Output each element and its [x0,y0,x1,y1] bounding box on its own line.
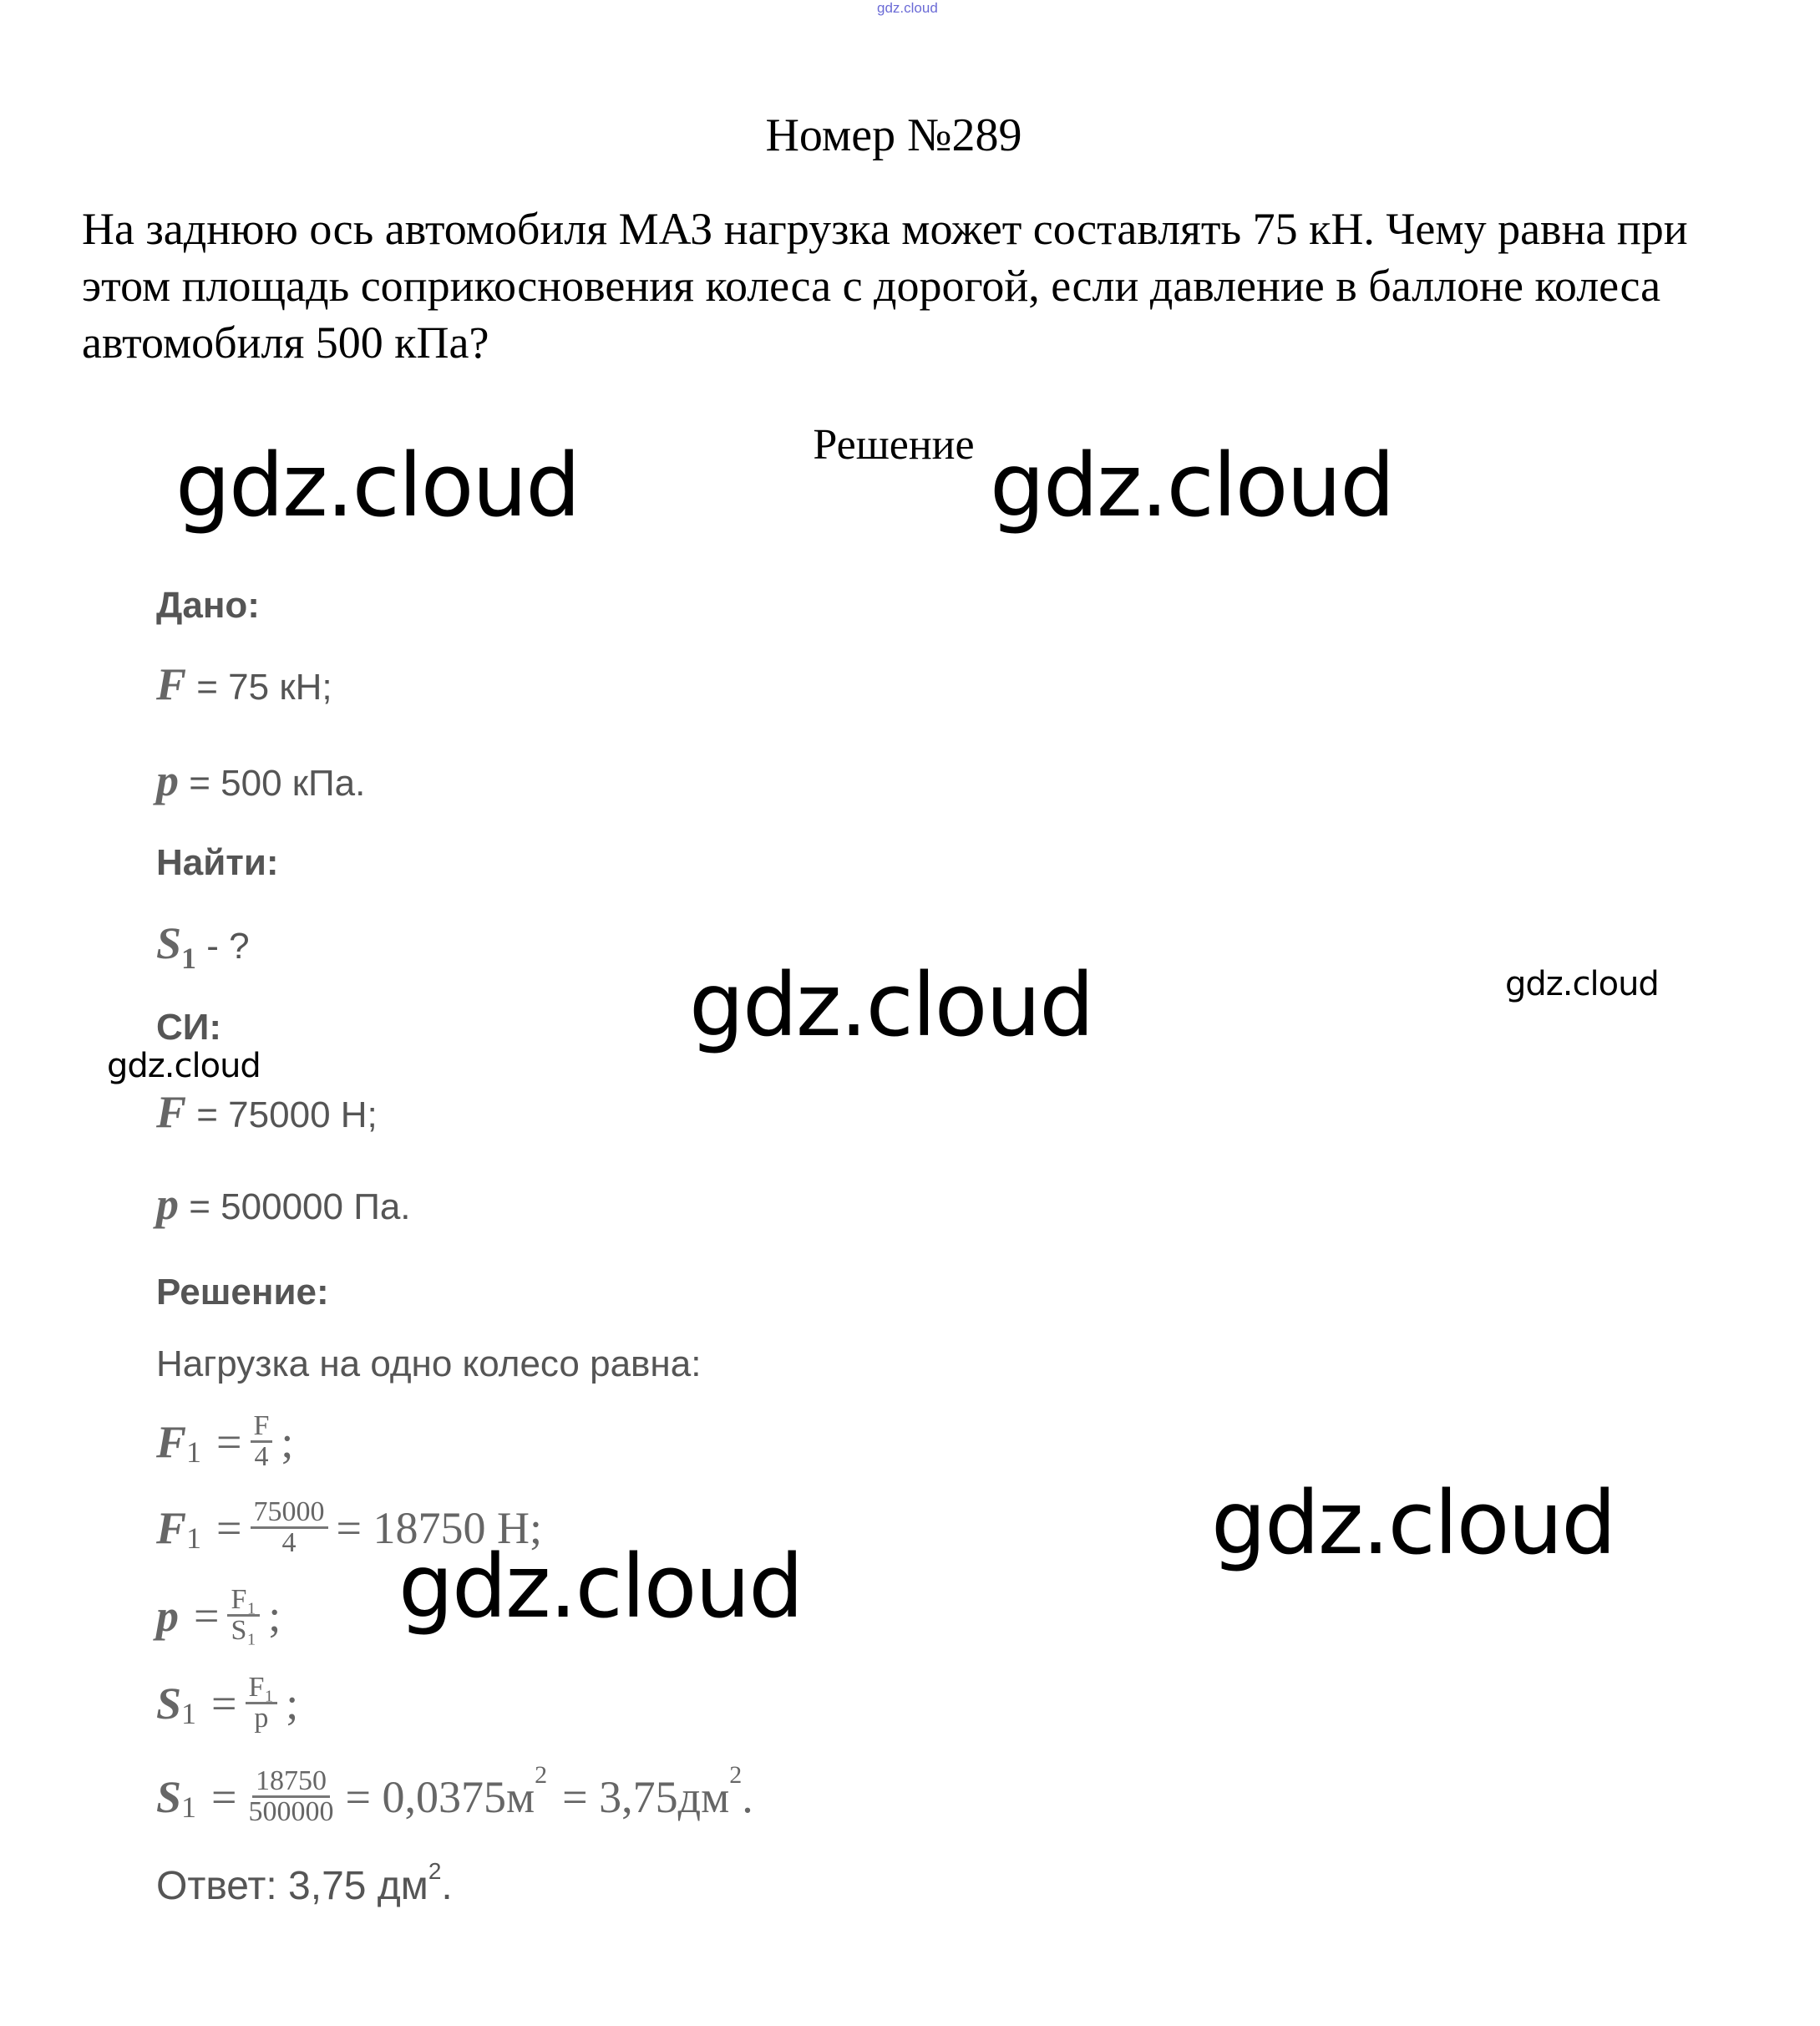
watermark-7: gdz.cloud [398,1536,803,1638]
find-area-rest: - ? [206,926,250,967]
fraction: $\frac{F}{4}$ [251,1412,273,1471]
solution-heading: Решение [813,421,975,469]
equation-5: S 1 = $\frac{18750}{500000}$ = 0,0375м 2 = 3,75дм 2 . [156,1760,753,1827]
watermark-2: gdz.cloud [990,434,1394,536]
si-force [156,1086,378,1138]
page-title: Номер №289 [765,109,1022,161]
equation-3: p = $\frac{\text{F₁}}{\text{S₁}}$ ; [156,1584,281,1646]
fraction: $\frac{\text{F₁}}{\text{S₁}}$ [227,1586,260,1645]
equation-1: F 1 = $\frac{F}{4}$ ; [156,1410,294,1472]
watermark-4: gdz.cloud [1505,965,1659,1003]
find-label: Найти: [156,842,279,883]
si-force-value: = 75000 Н; [196,1094,378,1135]
problem-text: На заднюю ось автомобиля МАЗ нагрузка может составлять 75 кН. Чему равна при этом площадь соприкосновения колеса с дорогой, если давление в баллоне колеса автомобиля 500 кПа? [82,204,1688,368]
watermark-6: gdz.cloud [1211,1472,1615,1574]
watermark-1: gdz.cloud [175,434,580,536]
fraction: $\frac{\text{F₁}}{p}$ [246,1673,278,1733]
si-label: СИ: [156,1007,222,1048]
find-area [156,917,250,975]
solution-label: Решение: [156,1272,329,1313]
watermark-3: gdz.cloud [689,954,1093,1056]
given-pressure [156,754,365,806]
var-F-si: F [156,1087,187,1137]
given-pressure-value: = 500 кПа. [189,763,366,804]
top-watermark: gdz.cloud [877,0,938,16]
given-force-value: = 75 кН; [196,667,332,708]
watermark-5: gdz.cloud [107,1047,261,1085]
given-force [156,658,332,710]
var-S: $S_1$ [156,918,197,975]
answer: Ответ: 3,75 $дм^2$. [156,1858,453,1908]
si-pressure-value: = 500000 Па. [189,1186,411,1227]
equation-2: F 1 = $\frac{75000}{4}$ = 18750 Н; [156,1496,542,1558]
si-pressure [156,1178,411,1230]
given-label: Дано: [156,585,260,626]
var-p-si: p [156,1179,179,1229]
var-F: F [156,659,187,709]
load-text: Нагрузка на одно колесо равна: [156,1343,702,1384]
var-p: p [156,755,179,805]
fraction: $\frac{18750}{500000}$ [248,1765,334,1827]
fraction: $\frac{75000}{4}$ [251,1498,328,1557]
equation-4: S 1 = $\frac{\text{F₁}}{p}$ ; [156,1672,299,1734]
